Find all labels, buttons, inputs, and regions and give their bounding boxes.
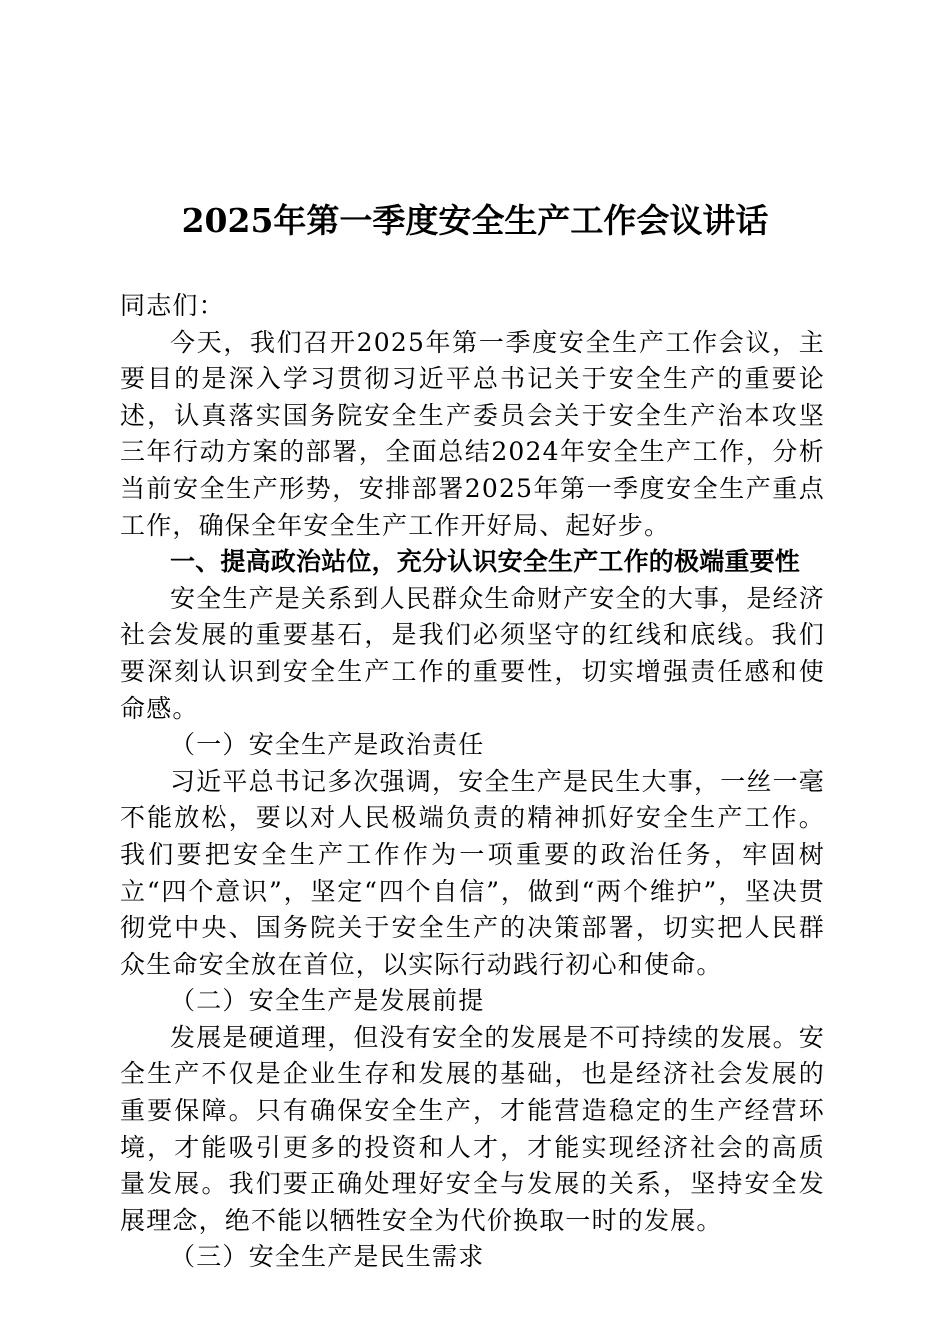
- section-1-heading: 一、提高政治站位，充分认识安全生产工作的极端重要性: [170, 547, 801, 577]
- subsection-1-heading: （一）安全生产是政治责任: [170, 730, 485, 760]
- paragraph-section-1: 安全生产是关系到人民群众生命财产安全的大事，是经济社会发展的重要基石，是我们必须坚守的红线和底线。我们要深刻认识到安全生产工作的重要性，切实增强责任感和使命感。: [120, 583, 826, 723]
- subsection-2-heading: （二）安全生产是发展前提: [170, 986, 485, 1016]
- paragraph-subsection-2: 发展是硬道理，但没有安全的发展是不可持续的发展。安全生产不仅是企业生存和发展的基础，也是经济社会发展的重要保障。只有确保安全生产，才能营造稳定的生产经营环境，才能吸引更多的投资和人才，才能实现经济社会的高质量发展。我们要正确处理好安全与发展的关系，坚持安全发展理念，绝不能以牺牲安全为代价换取一时的发展。: [120, 1022, 826, 1235]
- paragraph-intro: 今天，我们召开2025年第一季度安全生产工作会议，主要目的是深入学习贯彻习近平总书记关于安全生产的重要论述，认真落实国务院安全生产委员会关于安全生产治本攻坚三年行动方案的部署，全面总结2024年安全生产工作，分析当前安全生产形势，安排部署2025年第一季度安全生产重点工作，确保全年安全生产工作开好局、起好步。: [120, 327, 825, 540]
- salutation: 同志们：: [120, 291, 225, 320]
- document-title: 2025年第一季度安全生产工作会议讲话: [181, 201, 769, 240]
- paragraph-subsection-1: 习近平总书记多次强调，安全生产是民生大事，一丝一毫不能放松，要以对人民极端负责的精神抓好安全生产工作。我们要把安全生产工作作为一项重要的政治任务，牢固树立“四个意识”，坚定“四个自信”，做到“两个维护”，坚决贯彻党中央、国务院关于安全生产的决策部署，切实把人民群众生命安全放在首位，以实际行动践行初心和使命。: [120, 766, 826, 979]
- document-body: [120, 288, 825, 1276]
- subsection-3-heading: （三）安全生产是民生需求: [170, 1242, 485, 1272]
